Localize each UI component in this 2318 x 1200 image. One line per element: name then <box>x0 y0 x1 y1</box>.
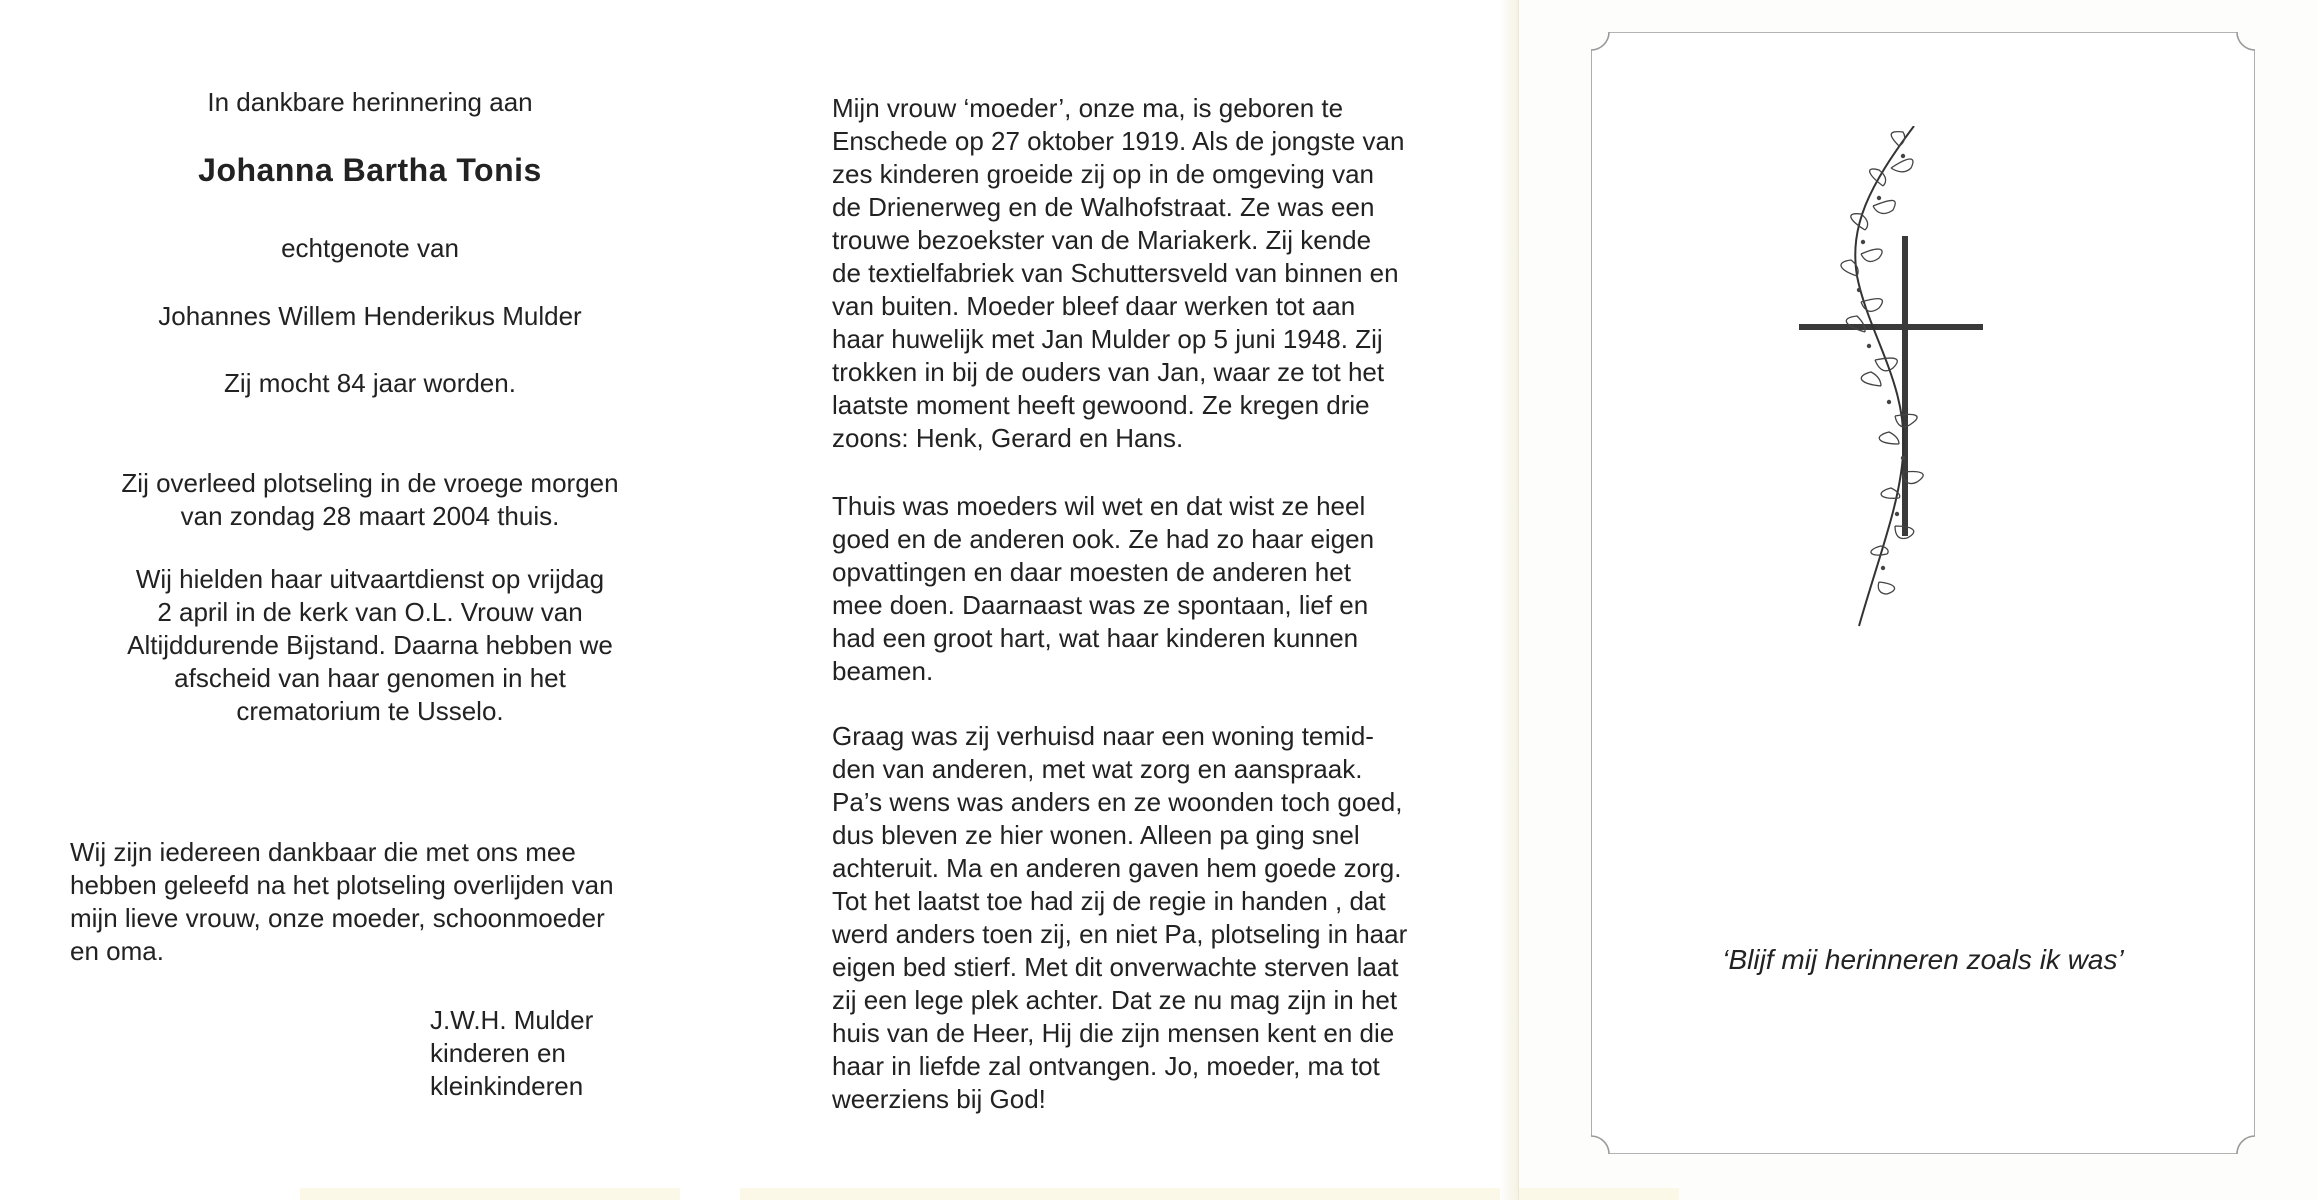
left-card-page <box>0 0 740 1200</box>
bio-line: zes kinderen groeide zij op in de omgeving van <box>832 159 1375 189</box>
bio-line: Pa’s wens was anders en ze woonden toch goed, <box>832 787 1403 817</box>
bio-line: dus bleven ze hier wonen. Alleen pa ging snel <box>832 820 1360 850</box>
bio-line: goed en de anderen ook. Ze had zo haar eigen <box>832 524 1375 554</box>
bio-line: weerziens bij God! <box>832 1084 1046 1114</box>
funeral-line: Altijddurende Bijstand. Daarna hebben we <box>127 630 613 660</box>
bio-line: Graag was zij verhuisd naar een woning temid- <box>832 721 1374 751</box>
bio-line: Enschede op 27 oktober 1919. Als de jongste van <box>832 126 1405 156</box>
bio-line: zoons: Henk, Gerard en Hans. <box>832 423 1184 453</box>
bio-line: de Drienerweg en de Walhofstraat. Ze was een <box>832 192 1375 222</box>
bio-line: haar in liefde zal ontvangen. Jo, moeder, ma tot <box>832 1051 1380 1081</box>
front-cover-page <box>1518 0 2318 1200</box>
funeral-notice <box>80 563 660 728</box>
funeral-line: 2 april in de kerk van O.L. Vrouw van <box>157 597 583 627</box>
thanks-line: hebben geleefd na het plotseling overlijden van <box>70 870 614 900</box>
thanks-line: Wij zijn iedereen dankbaar die met ons mee <box>70 837 576 867</box>
bio-line: opvattingen en daar moesten de anderen het <box>832 557 1351 587</box>
memorial-quote: ‘Blijf mij herinneren zoals ik was’ <box>1722 944 2124 975</box>
bio-line: laatste moment heeft gewoond. Ze kregen drie <box>832 390 1370 420</box>
thanks-line: mijn lieve vrouw, onze moeder, schoonmoeder <box>70 903 605 933</box>
bio-line: mee doen. Daarnaast was ze spontaan, lief en <box>832 590 1369 620</box>
middle-card-page <box>740 0 1520 1200</box>
thanks-paragraph <box>70 836 670 968</box>
death-line: van zondag 28 maart 2004 thuis. <box>180 501 560 531</box>
paper-edge-tint <box>300 1188 680 1200</box>
death-notice <box>80 467 660 533</box>
age-line: Zij mocht 84 jaar worden. <box>224 368 516 398</box>
signature-block <box>430 1004 710 1103</box>
bio-line: eigen bed stierf. Met dit onverwachte sterven laat <box>832 952 1399 982</box>
signature-line: J.W.H. Mulder <box>430 1005 594 1035</box>
paper-edge-tint <box>1519 1188 1679 1200</box>
biography-paragraph-2 <box>832 490 1432 688</box>
bio-line: beamen. <box>832 656 934 686</box>
biography-paragraph-1 <box>832 92 1432 455</box>
funeral-line: Wij hielden haar uitvaartdienst op vrijdag <box>135 564 605 594</box>
funeral-line: afscheid van haar genomen in het <box>174 663 566 693</box>
card-fold <box>1500 0 1518 1200</box>
bio-line: trouwe bezoekster van de Mariakerk. Zij kende <box>832 225 1372 255</box>
death-line: Zij overleed plotseling in de vroege morgen <box>121 468 619 498</box>
bio-line: zij een lege plek achter. Dat ze nu mag zijn in het <box>832 985 1398 1015</box>
bio-line: werd anders toen zij, en niet Pa, plotseling in haar <box>832 919 1408 949</box>
intro-line: In dankbare herinnering aan <box>207 87 533 117</box>
bio-line: van buiten. Moeder bleef daar werken tot aan <box>832 291 1356 321</box>
bio-line: trokken in bij de ouders van Jan, waar ze tot het <box>832 357 1385 387</box>
bio-line: Mijn vrouw ‘moeder’, onze ma, is geboren te <box>832 93 1344 123</box>
thanks-line: en oma. <box>70 936 164 966</box>
paper-edge-tint <box>740 1188 1500 1200</box>
bio-line: had een groot hart, wat haar kinderen kunnen <box>832 623 1359 653</box>
bio-line: den van anderen, met wat zorg en aanspraak. <box>832 754 1363 784</box>
deceased-name: Johanna Bartha Tonis <box>198 152 542 188</box>
spouse-name: Johannes Willem Henderikus Mulder <box>158 301 582 331</box>
bio-line: Thuis was moeders wil wet en dat wist ze heel <box>832 491 1366 521</box>
signature-line: kleinkinderen <box>430 1071 584 1101</box>
bio-line: Tot het laatst toe had zij de regie in handen , dat <box>832 886 1386 916</box>
bio-line: huis van de Heer, Hij die zijn mensen kent en die <box>832 1018 1395 1048</box>
signature-line: kinderen en <box>430 1038 566 1068</box>
bio-line: achteruit. Ma en anderen gaven hem goede zorg. <box>832 853 1402 883</box>
biography-paragraph-3 <box>832 720 1432 1116</box>
spouse-label: echtgenote van <box>281 233 459 263</box>
bio-line: haar huwelijk met Jan Mulder op 5 juni 1948. Zij <box>832 324 1383 354</box>
bio-line: de textielfabriek van Schuttersveld van binnen en <box>832 258 1399 288</box>
cross-with-palm-branch-icon <box>1799 126 2039 656</box>
funeral-line: crematorium te Usselo. <box>236 696 504 726</box>
